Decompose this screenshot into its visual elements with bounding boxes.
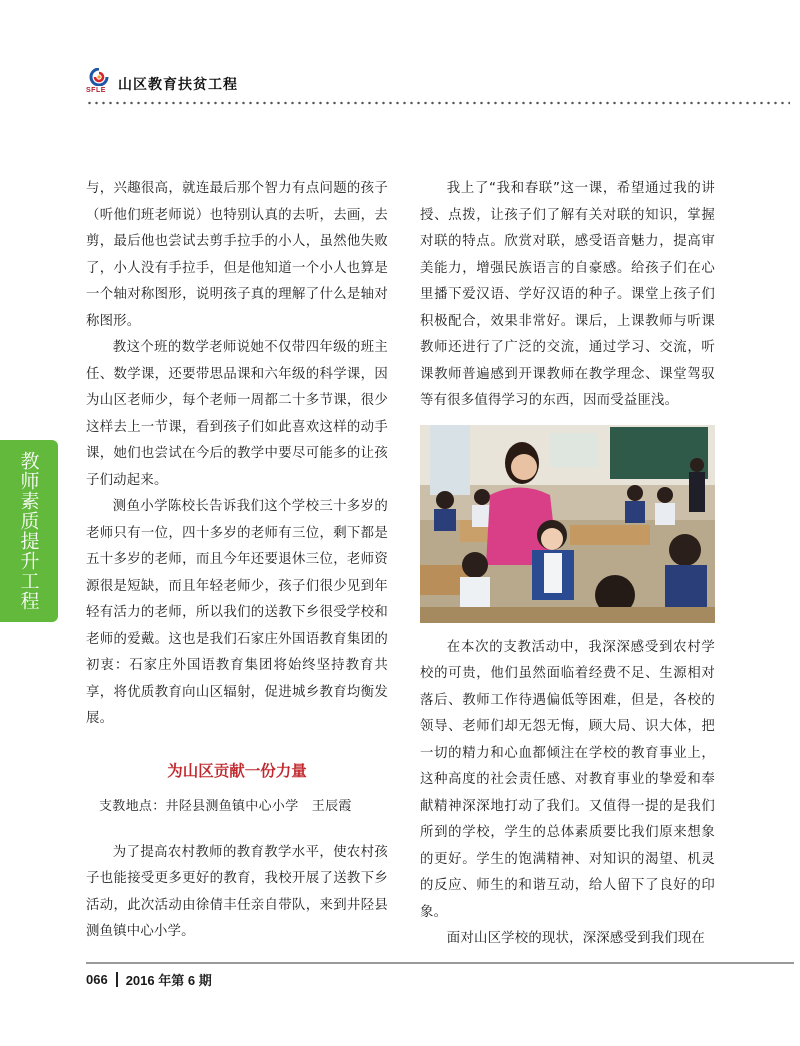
article-paragraph: 测鱼小学陈校长告诉我们这个学校三十多岁的老师只有一位，四十多岁的老师有三位，剩下都是五十多岁的老师，而且今年还要退休三位，老师资源很是短缺，而且年轻老师少，孩子们很少见到年轻有活力的老师，所以我们的送教下乡很受学校和老师的爱戴。这也是我们石家庄外国语教育集团的初衷：石家庄外国语教育集团将始终坚持教育共享，将优质教育向山区辐射，促进城乡教育均衡发展。 <box>86 499 388 726</box>
footer-separator <box>116 972 118 987</box>
article-paragraph: 面对山区学校的现状，深深感受到我们现在 <box>446 931 706 946</box>
logo-swirl-icon <box>89 68 109 86</box>
article-paragraph: 与，兴趣很高，就连最后那个智力有点问题的孩子（听他们班老师说）也特别认真的去听，去画，去剪，最后他也尝试去剪手拉手的小人，虽然他失败了，小人没有手拉手，但是他知道一个小人也算是一个轴对称图形，说明孩子真的理解了什么是轴对称图形。 <box>86 181 388 329</box>
article-paragraph: 在本次的支教活动中，我深深感受到农村学校的可贵，他们虽然面临着经费不足、生源相对落后、教师工作待遇偏低等困难，但是，各校的领导、老师们却无怨无悔，顾大局、识大体，把一切的精力和心血都倾注在学校的教育事业上，这种高度的社会责任感、对教育事业的挚爱和奉献精神深深地打动了我们。又值得一提的是我们所到的学校，学生的总体素质要比我们原来想象的更好。学生的饱满精神、对知识的渴望、机灵的反应、师生的和谐互动，给人留下了良好的印象。 <box>420 639 715 920</box>
classroom-photo <box>420 425 715 623</box>
article-title: 为山区贡献一份力量 <box>167 760 307 780</box>
article-paragraph: 为了提高农村教师的教育教学水平，使农村孩子也能接受更多更好的教育，我校开展了送教下乡活动，此次活动由徐倩丰任亲自带队，来到井陉县测鱼镇中心小学。 <box>86 844 388 939</box>
article-paragraph: 我上了“我和春联”这一课，希望通过我的讲授、点拨，让孩子们了解有关对联的知识，掌握对联的特点。欣赏对联，感受语音魅力，提高审美能力，增强民族语言的自豪感。给孩子们在心里播下爱汉语、学好汉语的种子。课堂上孩子们积极配合，效果非常好。课后，上课教师与听课教师还进行了广泛的交流，通过学习、交流，听课教师普遍感到开课教师在教学理念、课堂驾驭等有很多值得学习的东西，因而受益匪浅。 <box>420 181 715 408</box>
article-paragraph: 教这个班的数学老师说她不仅带四年级的班主任、数学课，还要带思品课和六年级的科学课，因为山区老师少，每个老师一周都二十多节课，很少这样去上一节课，看到孩子们如此喜欢这样的动手课，她们也尝试在今后的教学中要尽可能多的让孩子们动起来。 <box>86 340 388 488</box>
issue-label: 2016 年第 6 期 <box>125 973 212 988</box>
page-header <box>86 68 238 98</box>
right-column <box>420 176 715 953</box>
footer-divider <box>86 962 794 964</box>
page-footer <box>86 970 212 989</box>
classroom-photo-illustration <box>420 425 715 623</box>
side-category-tab <box>0 440 58 622</box>
logo <box>86 68 112 98</box>
section-header-title: 山区教育扶贫工程 <box>118 77 238 93</box>
page-number: 066 <box>86 972 108 987</box>
header-dotted-divider <box>86 101 790 105</box>
logo-text: SFLE <box>86 87 106 94</box>
left-column <box>86 176 388 946</box>
article-byline: 支教地点：井陉县测鱼镇中心小学 王辰霞 <box>99 798 352 814</box>
side-category-label: 教师素质提升工程 <box>17 451 40 611</box>
